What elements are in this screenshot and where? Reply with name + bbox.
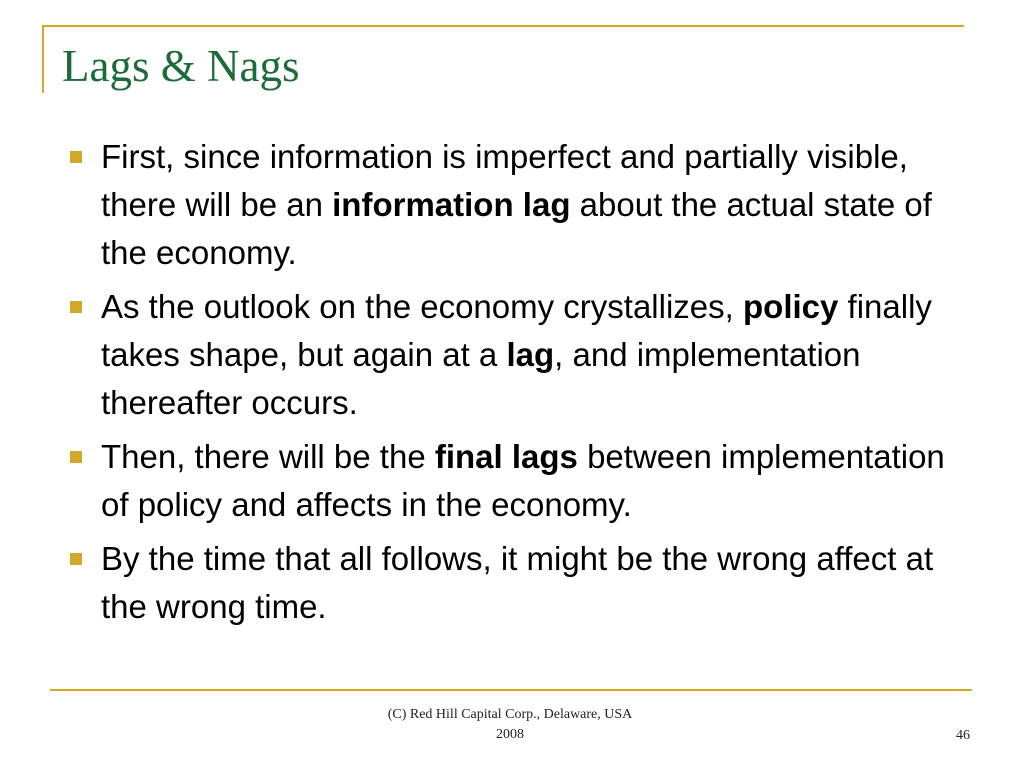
square-bullet-icon	[70, 451, 82, 463]
bullet-item	[68, 133, 948, 277]
slide-title: Lags & Nags	[62, 41, 300, 91]
bullet-text	[101, 438, 945, 523]
bullet-item	[68, 433, 948, 529]
text-run: finally takes shape, but again at a	[101, 288, 932, 373]
text-run: about the actual state of the economy.	[101, 186, 932, 271]
text-run: By the time that all follows, it might be the wrong affect at the wrong time.	[101, 540, 934, 625]
square-bullet-icon	[70, 301, 82, 313]
top-border-line	[42, 25, 964, 27]
text-run: Then, there will be the	[101, 438, 435, 475]
bullet-list	[68, 133, 948, 637]
bullet-text	[101, 138, 932, 271]
bullet-item	[68, 283, 948, 427]
text-run: between implementation of policy and affects in the economy.	[101, 438, 945, 523]
footer-divider	[50, 689, 972, 691]
footer-credit	[330, 705, 690, 745]
bullet-item	[68, 535, 948, 631]
left-border-line	[42, 25, 44, 93]
footer-line-1: (C) Red Hill Capital Corp., Delaware, USA	[387, 707, 633, 722]
page-number: 46	[956, 728, 970, 743]
bullet-text	[101, 540, 933, 625]
bold-term: policy	[743, 288, 839, 325]
bold-term: final lags	[434, 438, 578, 475]
bullet-text	[101, 288, 932, 421]
bold-term: lag	[506, 336, 555, 373]
footer-line-2: 2008	[496, 727, 524, 742]
text-run: First, since information is imperfect and partially visible, there will be an	[101, 138, 908, 223]
square-bullet-icon	[70, 553, 82, 565]
text-run: As the outlook on the economy crystallizes,	[101, 288, 743, 325]
text-run: , and implementation thereafter occurs.	[101, 336, 861, 421]
bold-term: information lag	[332, 186, 571, 223]
square-bullet-icon	[70, 151, 82, 163]
